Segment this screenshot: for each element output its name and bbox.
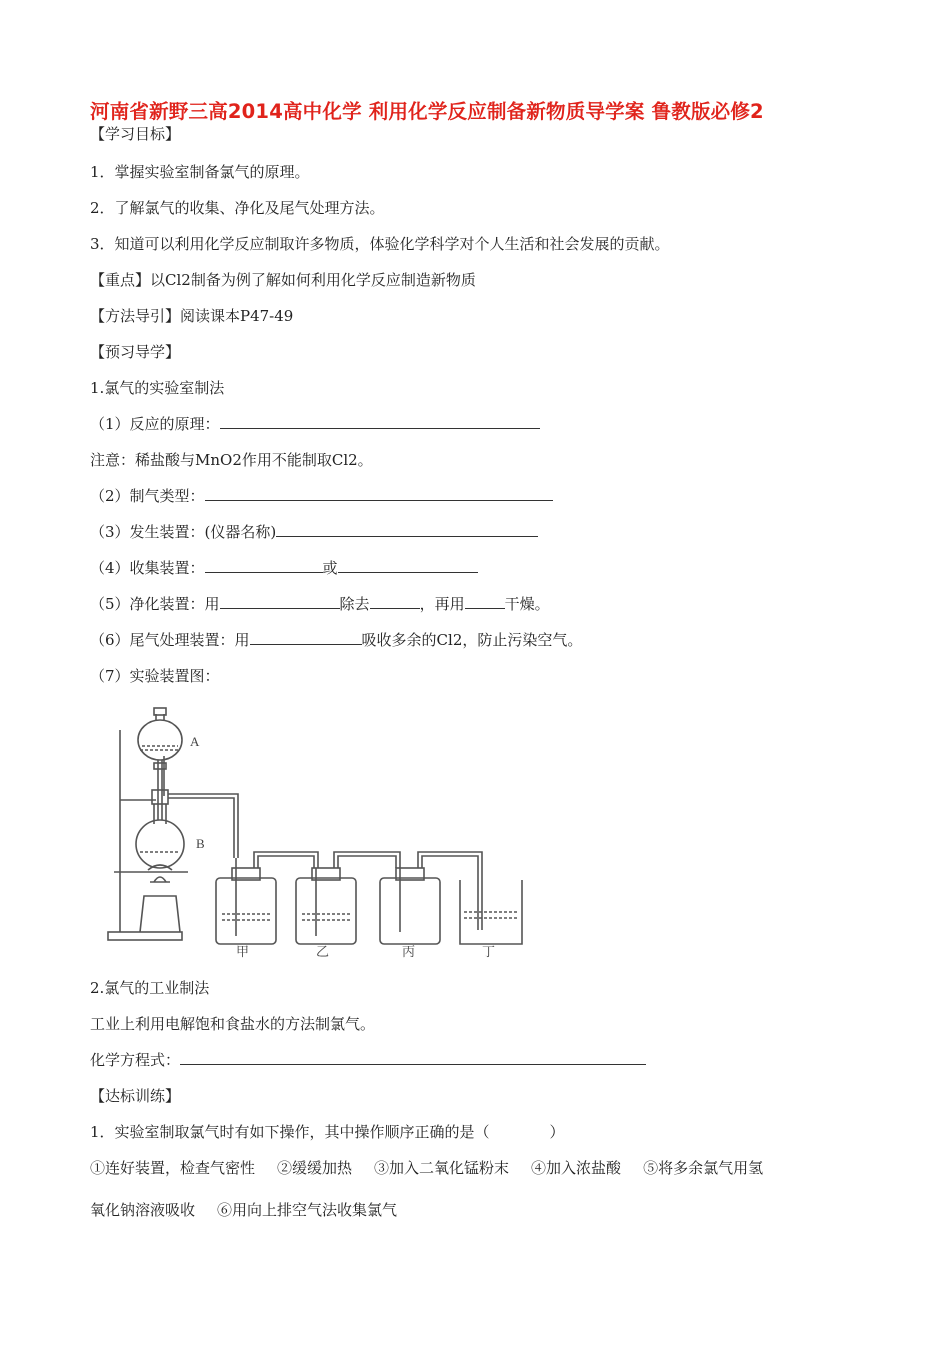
option-2: ②缓缓加热 [277, 1159, 353, 1177]
industry-text: 工业上利用电解饱和食盐水的方法制氯气。 [90, 1015, 376, 1033]
answer-blank[interactable] [220, 414, 540, 429]
question-3 [90, 522, 538, 542]
question-1-label: （1）反应的原理： [90, 415, 220, 433]
answer-blank[interactable] [370, 594, 420, 609]
bottle-jia [216, 878, 276, 944]
stand-base [108, 932, 182, 940]
answer-blank[interactable] [205, 486, 553, 501]
label-a: A [190, 734, 200, 749]
question-5-end: 干燥。 [504, 595, 550, 613]
question-5-mid2: ，再用 [419, 595, 465, 613]
question-5 [90, 594, 550, 614]
goal-2: 2．了解氯气的收集、净化及尾气处理方法。 [90, 199, 385, 217]
question-4-or: 或 [322, 559, 338, 577]
practice-header: 【达标训练】 [90, 1087, 181, 1105]
apparatus-diagram [104, 700, 534, 960]
option-5-cont: 氧化钠溶液吸收 [90, 1201, 196, 1219]
bottle-bing [380, 878, 440, 944]
bottle-label-yi: 乙 [316, 945, 330, 960]
round-bottom-flask [136, 820, 184, 868]
bottle-label-bing: 丙 [402, 945, 416, 960]
separatory-funnel [138, 720, 182, 760]
answer-blank[interactable] [180, 1050, 646, 1065]
label-b: B [196, 836, 205, 851]
answer-blank[interactable] [205, 558, 323, 573]
option-6: ⑥用向上排空气法收集氯气 [217, 1201, 398, 1219]
answer-blank[interactable] [465, 594, 505, 609]
practice-question-1: 1．实验室制取氯气时有如下操作，其中操作顺序正确的是（ ） [90, 1123, 565, 1141]
option-1: ①连好装置，检查气密性 [90, 1159, 256, 1177]
equation-label: 化学方程式： [90, 1051, 181, 1069]
question-2-label: （2）制气类型： [90, 487, 205, 505]
method-text: 【方法导引】阅读课本P47-49 [90, 307, 294, 325]
answer-blank[interactable] [276, 522, 538, 537]
preview-header: 【预习导学】 [90, 343, 181, 361]
equation-line [90, 1050, 646, 1070]
bottle-label-jia: 甲 [236, 945, 250, 960]
answer-blank[interactable] [220, 594, 340, 609]
answer-blank[interactable] [338, 558, 478, 573]
bottle-yi [296, 878, 356, 944]
bottle-label-ding: 丁 [482, 945, 496, 960]
answer-blank[interactable] [250, 630, 362, 645]
options-line-1 [90, 1158, 763, 1178]
question-3-label: （3）发生装置：(仪器名称) [90, 523, 277, 541]
goal-3: 3．知道可以利用化学反应制取许多物质，体验化学科学对个人生活和社会发展的贡献。 [90, 235, 670, 253]
goal-1: 1．掌握实验室制备氯气的原理。 [90, 163, 310, 181]
question-6-label: （6）尾气处理装置：用 [90, 631, 250, 649]
goals-header: 【学习目标】 [90, 125, 181, 143]
lab-method-header: 1.氯气的实验室制法 [90, 379, 225, 397]
question-6 [90, 630, 582, 650]
focus-text: 【重点】以Cl2制备为例了解如何利用化学反应制造新物质 [90, 271, 476, 289]
option-5: ⑤将多余氯气用氢 [643, 1159, 764, 1177]
alcohol-lamp [140, 896, 180, 932]
note-text: 注意：稀盐酸与MnO2作用不能制取Cl2。 [90, 451, 373, 469]
question-2 [90, 486, 553, 506]
industry-header: 2.氯气的工业制法 [90, 979, 210, 997]
question-5-mid1: 除去 [339, 595, 370, 613]
option-3: ③加入二氧化锰粉末 [374, 1159, 510, 1177]
question-6-end: 吸收多余的Cl2，防止污染空气。 [361, 631, 583, 649]
question-5-label: （5）净化装置：用 [90, 595, 220, 613]
question-1 [90, 414, 540, 434]
question-7: （7）实验装置图： [90, 667, 220, 685]
option-4: ④加入浓盐酸 [531, 1159, 622, 1177]
question-4-label: （4）收集装置： [90, 559, 205, 577]
question-4 [90, 558, 478, 578]
document-title: 河南省新野三高2014高中化学 利用化学反应制备新物质导学案 鲁教版必修2 [90, 100, 764, 123]
options-line-2 [90, 1200, 397, 1220]
